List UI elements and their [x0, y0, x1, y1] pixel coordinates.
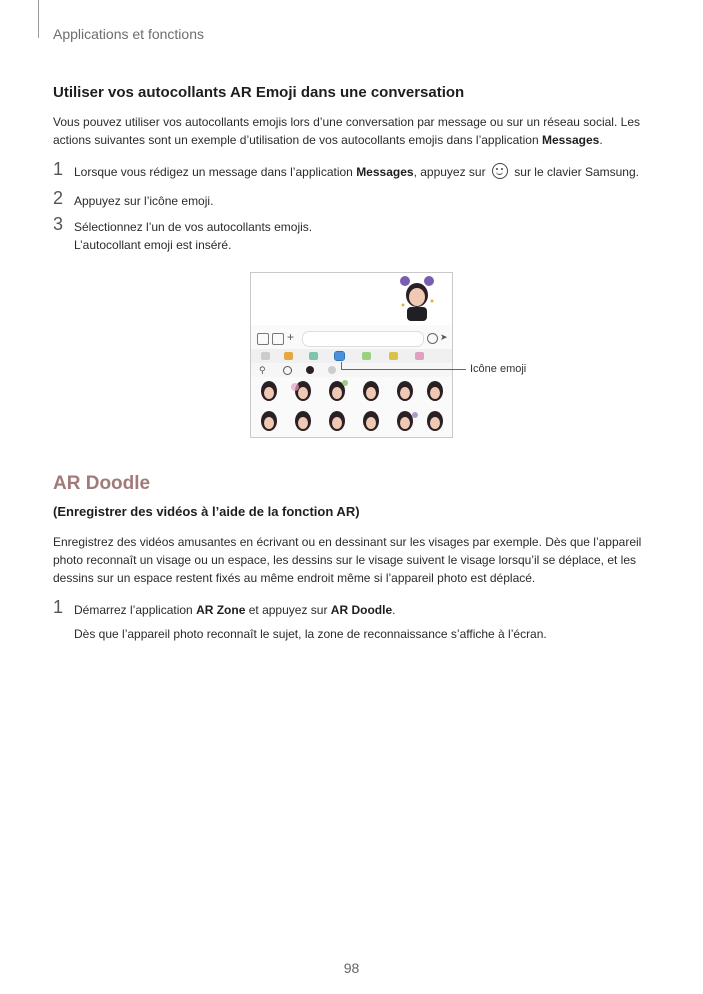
- intro-app-name: Messages: [541, 133, 600, 147]
- sticker-toolbar: [251, 363, 452, 377]
- margin-rule: [38, 0, 39, 38]
- ar-doodle-heading: AR Doodle: [53, 473, 151, 494]
- tab-more-icon[interactable]: [415, 352, 424, 360]
- ar-doodle-paragraph: [53, 533, 653, 587]
- step-text: Sélectionnez l’un de vos autocollants emojis.: [74, 220, 313, 234]
- tab-bitmoji-icon[interactable]: [389, 352, 398, 360]
- step-text: Appuyez sur l’icône emoji.: [74, 194, 214, 208]
- intro-line-2-end: .: [599, 133, 603, 147]
- conversation-area: [251, 273, 452, 325]
- step-text: [74, 601, 395, 619]
- message-input-bar[interactable]: [255, 330, 448, 347]
- ar-step-text-a: Démarrez l’application: [74, 603, 197, 617]
- ar-step-text-c: .: [392, 603, 396, 617]
- smiley-icon: [492, 163, 508, 179]
- callout-leader-horizontal: [341, 369, 466, 370]
- page-number: 98: [343, 960, 360, 976]
- running-header: Applications et fonctions: [53, 26, 204, 42]
- tab-gif-icon[interactable]: [309, 352, 318, 360]
- tab-sticker-icon[interactable]: [362, 352, 371, 360]
- step-1-text-b: , appuyez sur: [413, 165, 489, 179]
- ar-doodle-line-2: photo reconnaît un visage ou un espace, les dessins sur le visage suivent le visage lorsqu’il se déplace, et les: [53, 553, 637, 567]
- ar-doodle-subheading: (Enregistrer des vidéos à l’aide de la fonction AR): [53, 504, 360, 519]
- step-1-text-c: sur le clavier Samsung.: [510, 165, 639, 179]
- tab-recent-icon[interactable]: [261, 352, 270, 360]
- step-result: Dès que l’appareil photo reconnaît le sujet, la zone de reconnaissance s’affiche à l’écran.: [74, 627, 547, 641]
- tab-emoji-icon[interactable]: [284, 352, 293, 360]
- step-1-app: Messages: [356, 165, 414, 179]
- intro-paragraph: [53, 113, 653, 149]
- avatar-icon[interactable]: [306, 366, 314, 374]
- step-text: [74, 163, 639, 181]
- step-number: 3: [53, 214, 64, 234]
- ar-doodle-line-3: dessins sur un espace restent fixés au même endroit même si l’appareil photo est déplacé.: [53, 571, 536, 585]
- ar-doodle-name: AR Doodle: [330, 603, 393, 617]
- emoji-button-icon[interactable]: [427, 333, 438, 344]
- callout-label: Icône emoji: [470, 363, 527, 375]
- search-icon[interactable]: ⚲: [259, 365, 266, 375]
- step-result: L’autocollant emoji est inséré.: [74, 238, 232, 252]
- section-heading: Utiliser vos autocollants AR Emoji dans une conversation: [53, 84, 465, 101]
- emoji-category-tabs: [251, 349, 452, 363]
- step-number: 1: [53, 159, 64, 179]
- sticker-grid[interactable]: [255, 379, 449, 435]
- keyboard-screenshot: [250, 272, 453, 438]
- clock-icon[interactable]: [283, 366, 292, 375]
- step-number: 2: [53, 188, 64, 208]
- inserted-sticker: [397, 275, 437, 321]
- intro-line-1: Vous pouvez utiliser vos autocollants emojis lors d’une conversation par message ou sur un réseau social. Les: [53, 115, 640, 129]
- avatar-2-icon[interactable]: [328, 366, 336, 374]
- ar-doodle-line-1: Enregistrez des vidéos amusantes en écrivant ou en dessinant sur les visages par exemple. Dès que l’appareil: [53, 535, 642, 549]
- gallery-icon[interactable]: [272, 333, 284, 345]
- ar-zone-name: AR Zone: [196, 603, 246, 617]
- send-icon[interactable]: ➤: [440, 332, 448, 342]
- tab-ar-emoji-icon[interactable]: [335, 352, 344, 360]
- intro-line-2: actions suivantes sont un exemple d’utilisation de vos autocollants emojis dans l’application: [53, 133, 542, 147]
- step-1-text-a: Lorsque vous rédigez un message dans l’application: [74, 165, 357, 179]
- step-number: 1: [53, 597, 64, 617]
- ar-step-text-b: et appuyez sur: [245, 603, 331, 617]
- message-field[interactable]: [302, 331, 424, 347]
- sticker-icon[interactable]: [257, 333, 269, 345]
- plus-icon[interactable]: +: [287, 330, 295, 344]
